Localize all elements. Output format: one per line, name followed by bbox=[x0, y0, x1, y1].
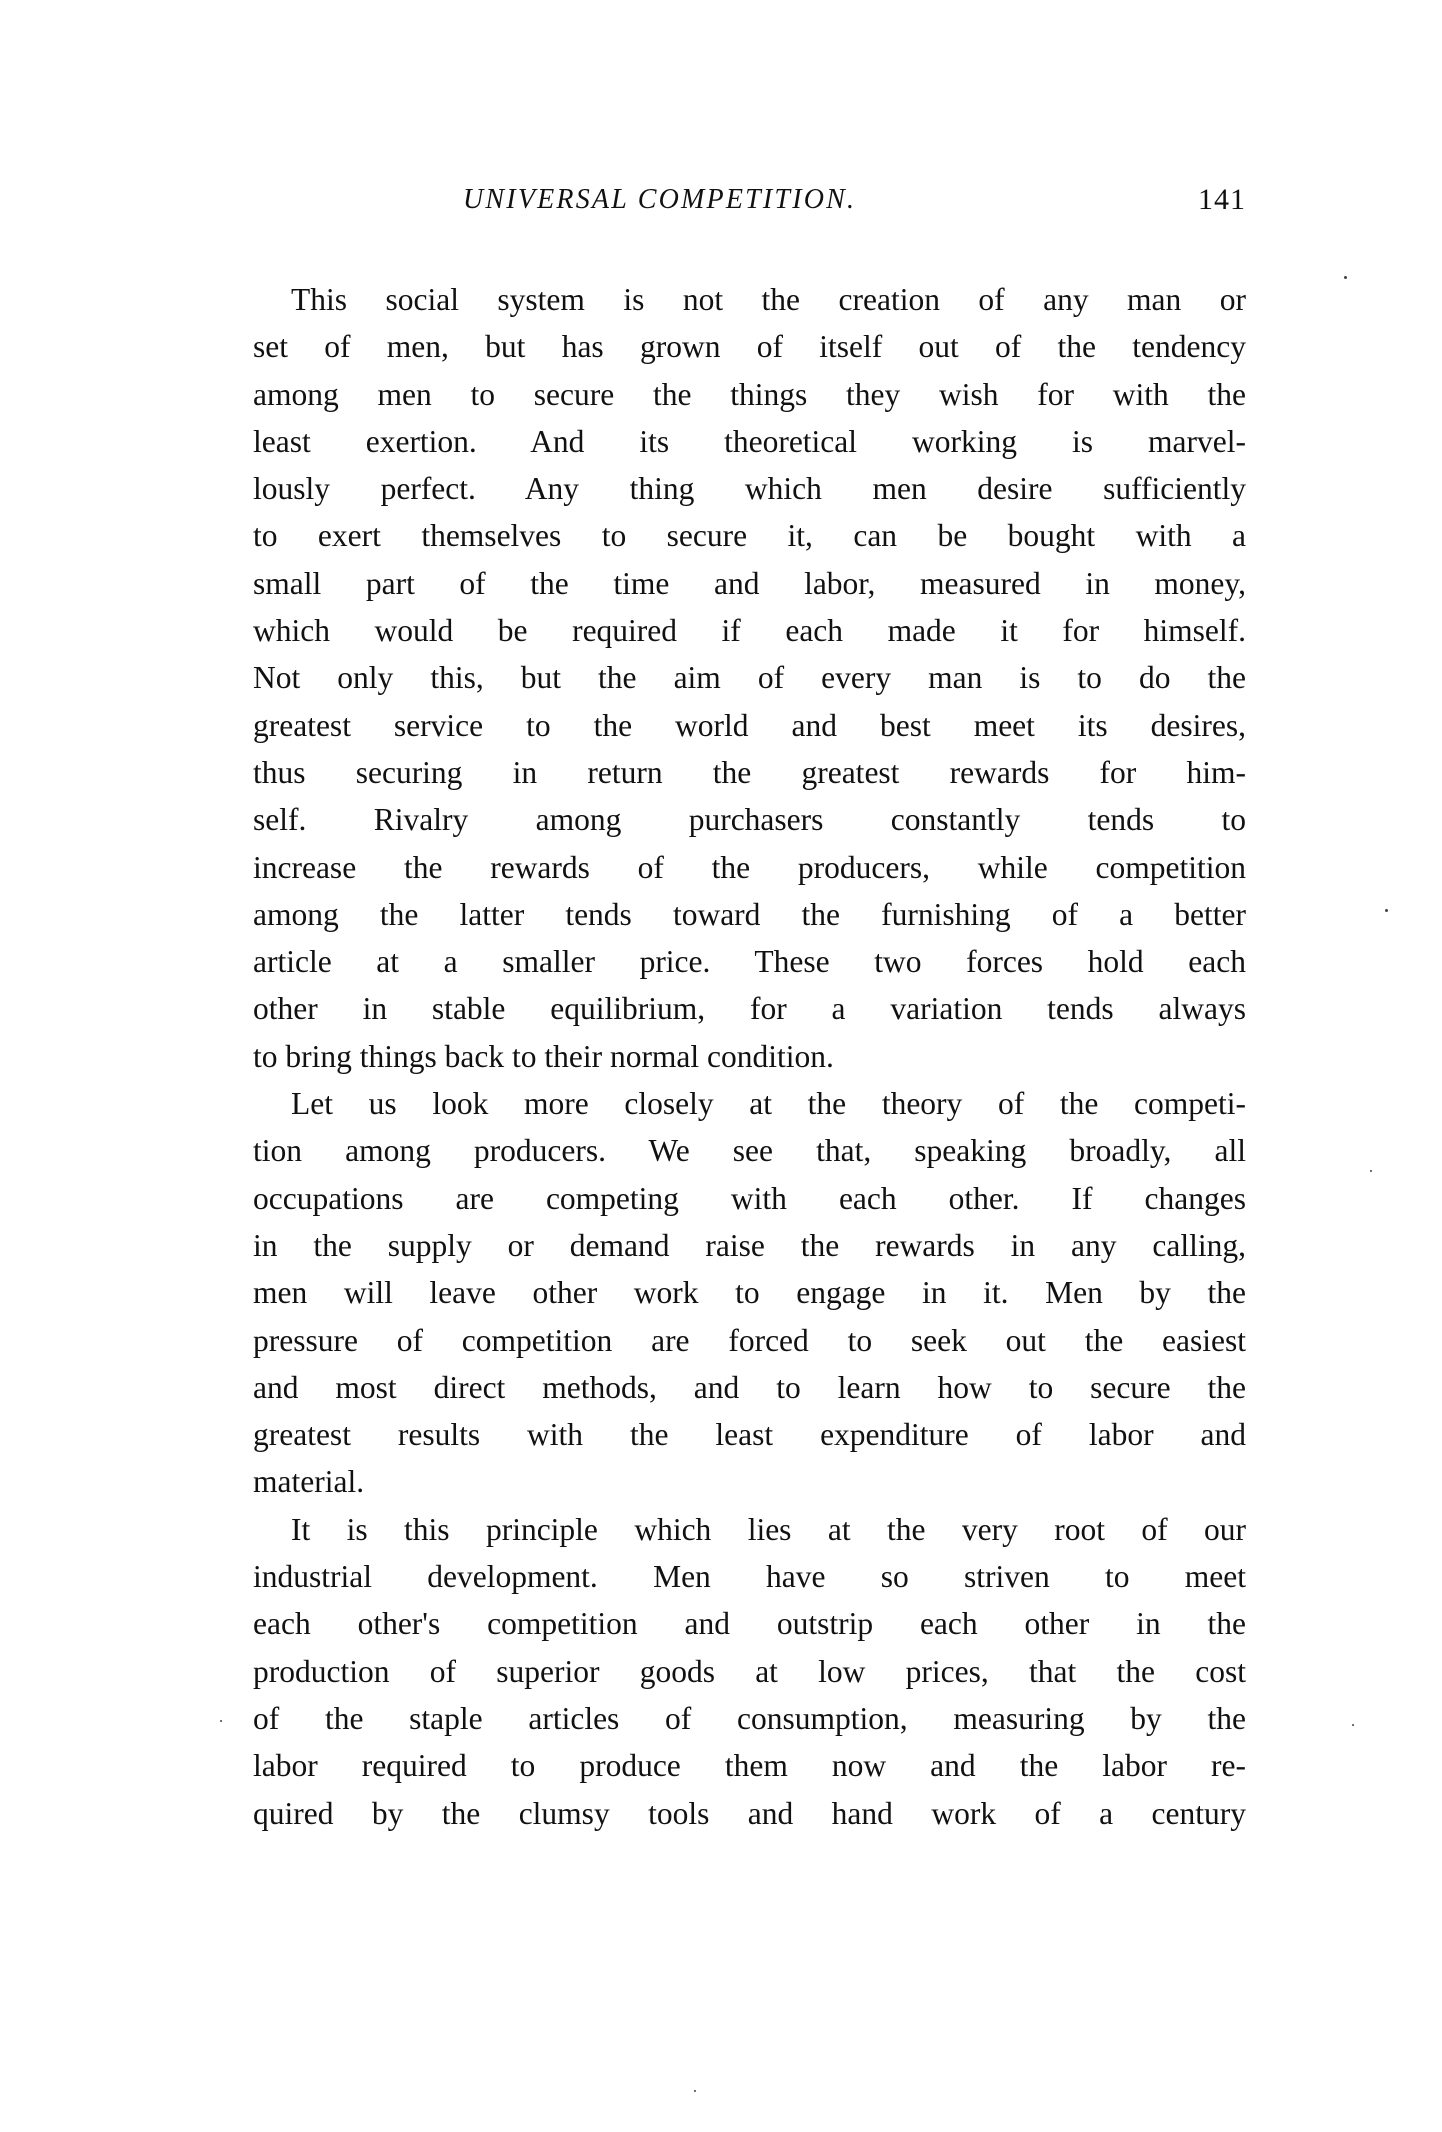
text-line: tion among producers. We see that, speaking broadly, all bbox=[253, 1133, 1246, 1169]
text-line: Not only this, but the aim of every man is to do the bbox=[253, 660, 1246, 696]
text-line: It is this principle which lies at the very root of our bbox=[291, 1511, 1246, 1547]
page-number: 141 bbox=[1198, 183, 1246, 216]
scan-speck bbox=[1385, 909, 1388, 912]
scan-speck bbox=[220, 1720, 222, 1722]
text-line: greatest results with the least expenditure of labor and bbox=[253, 1417, 1246, 1453]
text-line: increase the rewards of the producers, while competition bbox=[253, 849, 1246, 885]
text-line: article at a smaller price. These two forces hold each bbox=[253, 944, 1246, 980]
scan-speck bbox=[1370, 1170, 1372, 1172]
text-line: each other's competition and outstrip each other in the bbox=[253, 1606, 1246, 1642]
text-line: least exertion. And its theoretical working is marvel- bbox=[253, 423, 1246, 459]
text-line: other in stable equilibrium, for a variation tends always bbox=[253, 991, 1246, 1027]
text-line: labor required to produce them now and the labor re- bbox=[253, 1748, 1246, 1784]
text-line: self. Rivalry among purchasers constantly tends to bbox=[253, 802, 1246, 838]
body-text bbox=[253, 276, 1246, 1837]
text-line: industrial development. Men have so striven to meet bbox=[253, 1559, 1246, 1595]
text-line: among the latter tends toward the furnishing of a better bbox=[253, 896, 1246, 932]
text-line: of the staple articles of consumption, measuring by the bbox=[253, 1700, 1246, 1736]
paragraph bbox=[253, 1080, 1246, 1506]
text-line: men will leave other work to engage in it. Men by the bbox=[253, 1275, 1246, 1311]
text-line: to exert themselves to secure it, can be bought with a bbox=[253, 518, 1246, 554]
text-line: production of superior goods at low prices, that the cost bbox=[253, 1653, 1246, 1689]
text-line: This social system is not the creation of any man or bbox=[291, 282, 1246, 317]
running-title: UNIVERSAL COMPETITION. bbox=[463, 184, 857, 215]
scan-speck bbox=[1344, 276, 1347, 279]
paragraph bbox=[253, 276, 1246, 1080]
text-line: set of men, but has grown of itself out of the tendency bbox=[253, 329, 1246, 365]
text-line: and most direct methods, and to learn how to secure the bbox=[253, 1369, 1246, 1405]
text-line: lously perfect. Any thing which men desire sufficiently bbox=[253, 471, 1246, 507]
text-line: occupations are competing with each other. If changes bbox=[253, 1180, 1246, 1216]
scan-speck bbox=[1352, 1724, 1354, 1726]
text-line: material. bbox=[253, 1464, 365, 1500]
text-line: in the supply or demand raise the rewards in any calling, bbox=[253, 1227, 1246, 1263]
text-line: Let us look more closely at the theory of the competi- bbox=[291, 1086, 1246, 1122]
running-head bbox=[253, 178, 1246, 222]
text-line: among men to secure the things they wish for with the bbox=[253, 376, 1246, 412]
text-line: which would be required if each made it for himself. bbox=[253, 613, 1246, 649]
text-line: quired by the clumsy tools and hand work of a century bbox=[253, 1795, 1246, 1831]
text-line: small part of the time and labor, measured in money, bbox=[253, 565, 1246, 601]
scan-speck bbox=[694, 2090, 696, 2092]
text-line: to bring things back to their normal condition. bbox=[253, 1038, 834, 1074]
text-line: greatest service to the world and best meet its desires, bbox=[253, 707, 1246, 743]
text-line: thus securing in return the greatest rewards for him- bbox=[253, 754, 1246, 790]
paragraph bbox=[253, 1506, 1246, 1837]
text-line: pressure of competition are forced to seek out the easiest bbox=[253, 1322, 1246, 1358]
